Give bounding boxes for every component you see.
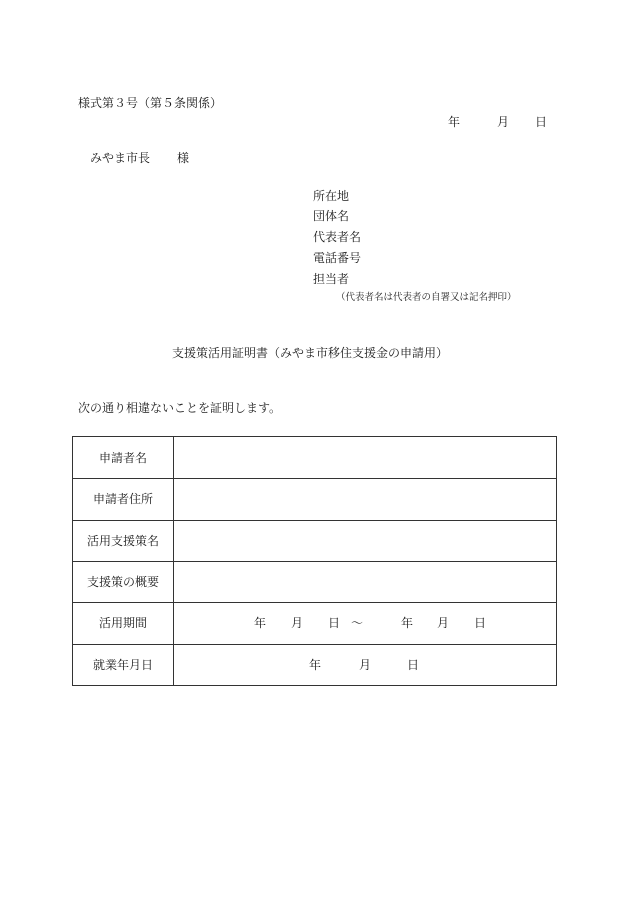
period-start-month-label: 月 — [291, 616, 304, 631]
employment-day-label: 日 — [407, 657, 420, 672]
period-end-day-label: 日 — [474, 616, 487, 631]
period-end-month-label: 月 — [437, 616, 450, 631]
table-row — [73, 644, 556, 685]
applicant-field-representative: 代表者名 — [313, 230, 362, 244]
table-row — [73, 478, 556, 519]
table-row — [73, 561, 556, 602]
date-day-label: 日 — [535, 115, 548, 129]
applicant-field-address: 所在地 — [313, 189, 350, 203]
addressee-name: みやま市長 — [90, 151, 151, 165]
period-start-day-label: 日 — [328, 616, 341, 631]
addressee-honorific: 様 — [177, 151, 190, 165]
employment-year-label: 年 — [309, 657, 322, 672]
period-separator: ～ — [351, 616, 364, 631]
employment-date-field — [174, 645, 556, 685]
certificate-table — [72, 436, 557, 686]
row-label-applicant-name: 申請者名 — [73, 437, 174, 478]
row-label-support-measure-name: 活用支援策名 — [73, 521, 174, 561]
table-row — [73, 602, 556, 643]
support-measure-summary-field — [174, 562, 556, 602]
applicant-field-phone: 電話番号 — [313, 251, 362, 265]
row-label-applicant-address: 申請者住所 — [73, 479, 174, 519]
applicant-name-field — [174, 437, 556, 478]
row-label-employment-date: 就業年月日 — [73, 645, 174, 685]
period-end-year-label: 年 — [401, 616, 414, 631]
support-measure-name-field — [174, 521, 556, 561]
table-row — [73, 437, 556, 478]
applicant-field-contact: 担当者 — [313, 272, 350, 286]
applicant-field-organization: 団体名 — [313, 209, 350, 223]
date-year-label: 年 — [448, 115, 461, 129]
table-row — [73, 520, 556, 561]
row-label-support-measure-summary: 支援策の概要 — [73, 562, 174, 602]
document-title: 支援策活用証明書（みやま市移住支援金の申請用） — [172, 346, 449, 360]
row-label-usage-period: 活用期間 — [73, 603, 174, 643]
signature-note: （代表者名は代表者の自署又は記名押印） — [336, 293, 517, 303]
certification-statement: 次の通り相違ないことを証明します。 — [78, 401, 282, 415]
applicant-address-field — [174, 479, 556, 519]
form-number: 様式第３号（第５条関係） — [78, 96, 223, 110]
date-month-label: 月 — [497, 115, 510, 129]
usage-period-field — [174, 603, 556, 643]
period-start-year-label: 年 — [254, 616, 267, 631]
employment-month-label: 月 — [359, 657, 372, 672]
